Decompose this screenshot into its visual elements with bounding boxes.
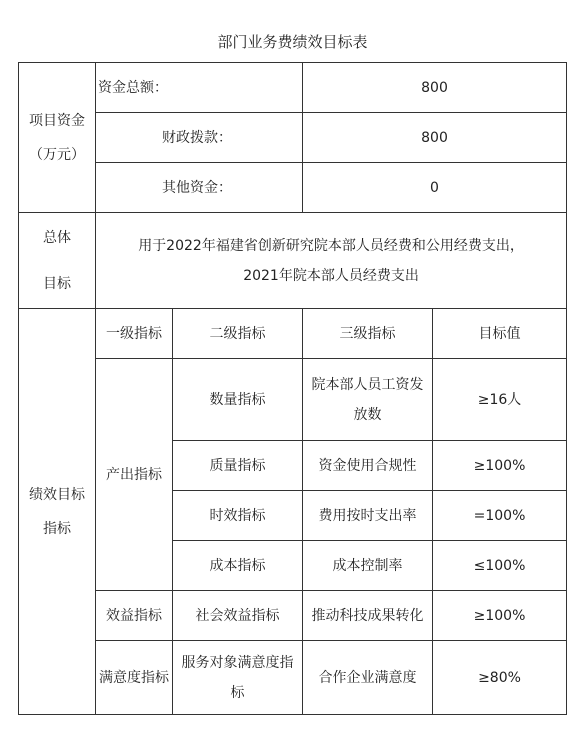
- header-target: 目标值: [433, 309, 567, 359]
- objective-text-cell: [96, 213, 567, 309]
- table-row: [19, 641, 567, 715]
- objective-text-line1: 用于2022年福建省创新研究院本部人员经费和公用经费支出，: [138, 237, 524, 254]
- level3-cell: 资金使用合规性: [303, 441, 433, 491]
- target-cell: ≥100%: [433, 441, 567, 491]
- funds-row-total: [19, 63, 567, 113]
- objective-label-line1: 总体: [43, 229, 71, 246]
- level3-cell: 成本控制率: [303, 541, 433, 591]
- funds-other-value: 0: [303, 163, 567, 213]
- target-cell: ≥16人: [433, 359, 567, 441]
- table-row: [19, 359, 567, 441]
- funds-label-line2: （万元）: [29, 146, 85, 163]
- indicator-section-label-cell: [19, 309, 96, 715]
- funds-fiscal-label: 财政拨款：: [96, 113, 303, 163]
- target-cell: ≥80%: [433, 641, 567, 715]
- performance-target-table: [18, 62, 567, 715]
- target-cell: ≤100%: [433, 541, 567, 591]
- level3-cell: 合作企业满意度: [303, 641, 433, 715]
- funds-row-other: [19, 163, 567, 213]
- indicator-section-label-line2: 指标: [43, 520, 71, 537]
- level1-output: 产出指标: [96, 359, 173, 591]
- level2-cell: 质量指标: [173, 441, 303, 491]
- indicator-section-label-line1: 绩效目标: [29, 486, 85, 503]
- level3-cell: 推动科技成果转化: [303, 591, 433, 641]
- level3-cell: 费用按时支出率: [303, 491, 433, 541]
- objective-text-line2: 2021年院本部人员经费支出: [243, 267, 419, 284]
- level2-cell: 社会效益指标: [173, 591, 303, 641]
- target-cell: ≥100%: [433, 591, 567, 641]
- funds-label-cell: [19, 63, 96, 213]
- target-cell: =100%: [433, 491, 567, 541]
- funds-total-value: 800: [303, 63, 567, 113]
- funds-other-label: 其他资金：: [96, 163, 303, 213]
- objective-label-cell: [19, 213, 96, 309]
- indicator-header-row: [19, 309, 567, 359]
- header-level1: 一级指标: [96, 309, 173, 359]
- funds-fiscal-value: 800: [303, 113, 567, 163]
- header-level3: 三级指标: [303, 309, 433, 359]
- level2-cell: 成本指标: [173, 541, 303, 591]
- funds-total-label: 资金总额：: [96, 63, 303, 113]
- objective-label-line2: 目标: [43, 275, 71, 292]
- funds-row-fiscal: [19, 113, 567, 163]
- level3-cell: 院本部人员工资发放数: [303, 359, 433, 441]
- objective-row: [19, 213, 567, 309]
- level2-cell: 服务对象满意度指标: [173, 641, 303, 715]
- header-level2: 二级指标: [173, 309, 303, 359]
- page-title: 部门业务费绩效目标表: [217, 33, 368, 51]
- level1-satisfaction: 满意度指标: [96, 641, 173, 715]
- funds-label-line1: 项目资金: [29, 112, 85, 129]
- level2-cell: 数量指标: [173, 359, 303, 441]
- table-row: [19, 591, 567, 641]
- level2-cell: 时效指标: [173, 491, 303, 541]
- level1-benefit: 效益指标: [96, 591, 173, 641]
